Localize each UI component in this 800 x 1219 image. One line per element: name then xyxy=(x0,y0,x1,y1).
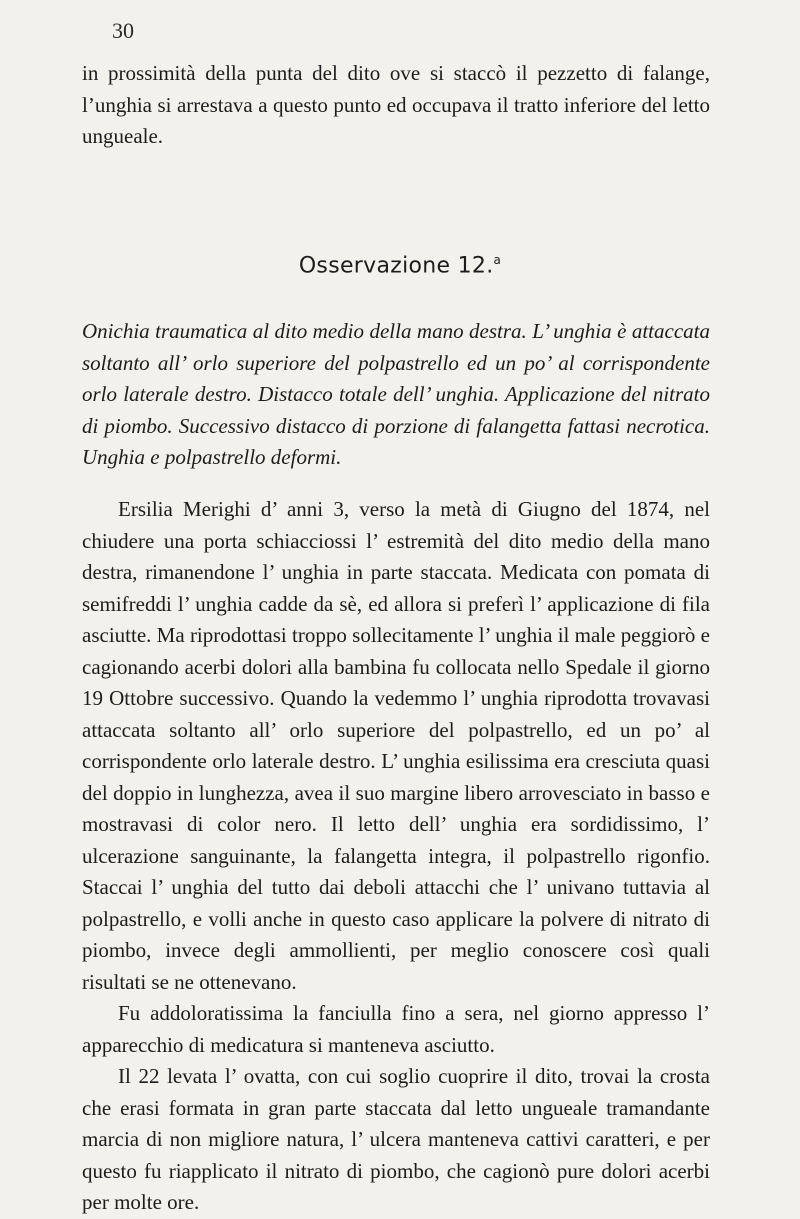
section-title: Osservazione 12. xyxy=(298,253,494,279)
body-paragraph-2: Fu addoloratissima la fanciulla fino a sera, nel giorno appresso l’ apparecchio di medicatura si manteneva asciutto. xyxy=(82,1001,710,1057)
continuation-paragraph xyxy=(82,58,710,153)
continuation-text: in prossimità della punta del dito ove si staccò il pezzetto di falange, l’unghia si arrestava a questo punto ed occupava il tratto inferiore del letto ungueale. xyxy=(82,61,710,148)
section-summary: Onichia traumatica al dito medio della mano destra. L’ unghia è attaccata soltanto all’ orlo superiore del polpastrello ed un po’ al corrispondente orlo laterale destro. Distacco totale dell’ unghia. Applicazione del nitrato di piombo. Successivo distacco di porzione di falangetta fattasi necrotica. Unghia e polpastrello deformi. xyxy=(82,319,710,469)
body-paragraph-3: Il 22 levata l’ ovatta, con cui soglio cuoprire il dito, trovai la crosta che erasi formata in gran parte staccata dal letto ungueale tramandante marcia di non migliore natura, l’ ulcera manteneva cattivi caratteri, e per questo fu riapplicato il nitrato di piombo, che cagionò pure dolori acerbi per molte ore. xyxy=(82,1064,710,1214)
body-paragraph-1: Ersilia Merighi d’ anni 3, verso la metà di Giugno del 1874, nel chiudere una porta schiacciossi l’ estremità del dito medio della mano destra, rimanendone l’ unghia in parte staccata. Medicata con pomata di semifreddi l’ unghia cadde da sè, ed allora si preferì l’ applicazione di fila asciutte. Ma riprodottasi troppo sollecitamente l’ unghia il male peggiorò e cagionando acerbi dolori alla bambina fu collocata nello Spedale il giorno 19 Ottobre successivo. Quando la vedemmo l’ unghia riprodotta trovavasi attaccata soltanto all’ orlo superiore del polpastrello, ed un po’ al corrispondente orlo laterale destro. L’ unghia esilissima era cresciuta quasi del doppio in lunghezza, avea il suo margine libero arrovesciato in basso e mostravasi di color nero. Il letto dell’ unghia era sordidissimo, l’ ulcerazione sanguinante, la falangetta integra, il polpastrello rigonfio. Staccai l’ unghia del tutto dai deboli attacchi che l’ univano tuttavia al polpastrello, e volli anche in questo caso applicare la polvere di nitrato di piombo, invece degli ammollienti, per meglio conoscere così quali risultati se ne ottenevano. xyxy=(82,497,710,994)
section-heading xyxy=(0,253,800,278)
case-report-body xyxy=(82,494,710,1219)
section-title-ordinal: a xyxy=(493,253,502,267)
page-number: 30 xyxy=(112,18,134,43)
